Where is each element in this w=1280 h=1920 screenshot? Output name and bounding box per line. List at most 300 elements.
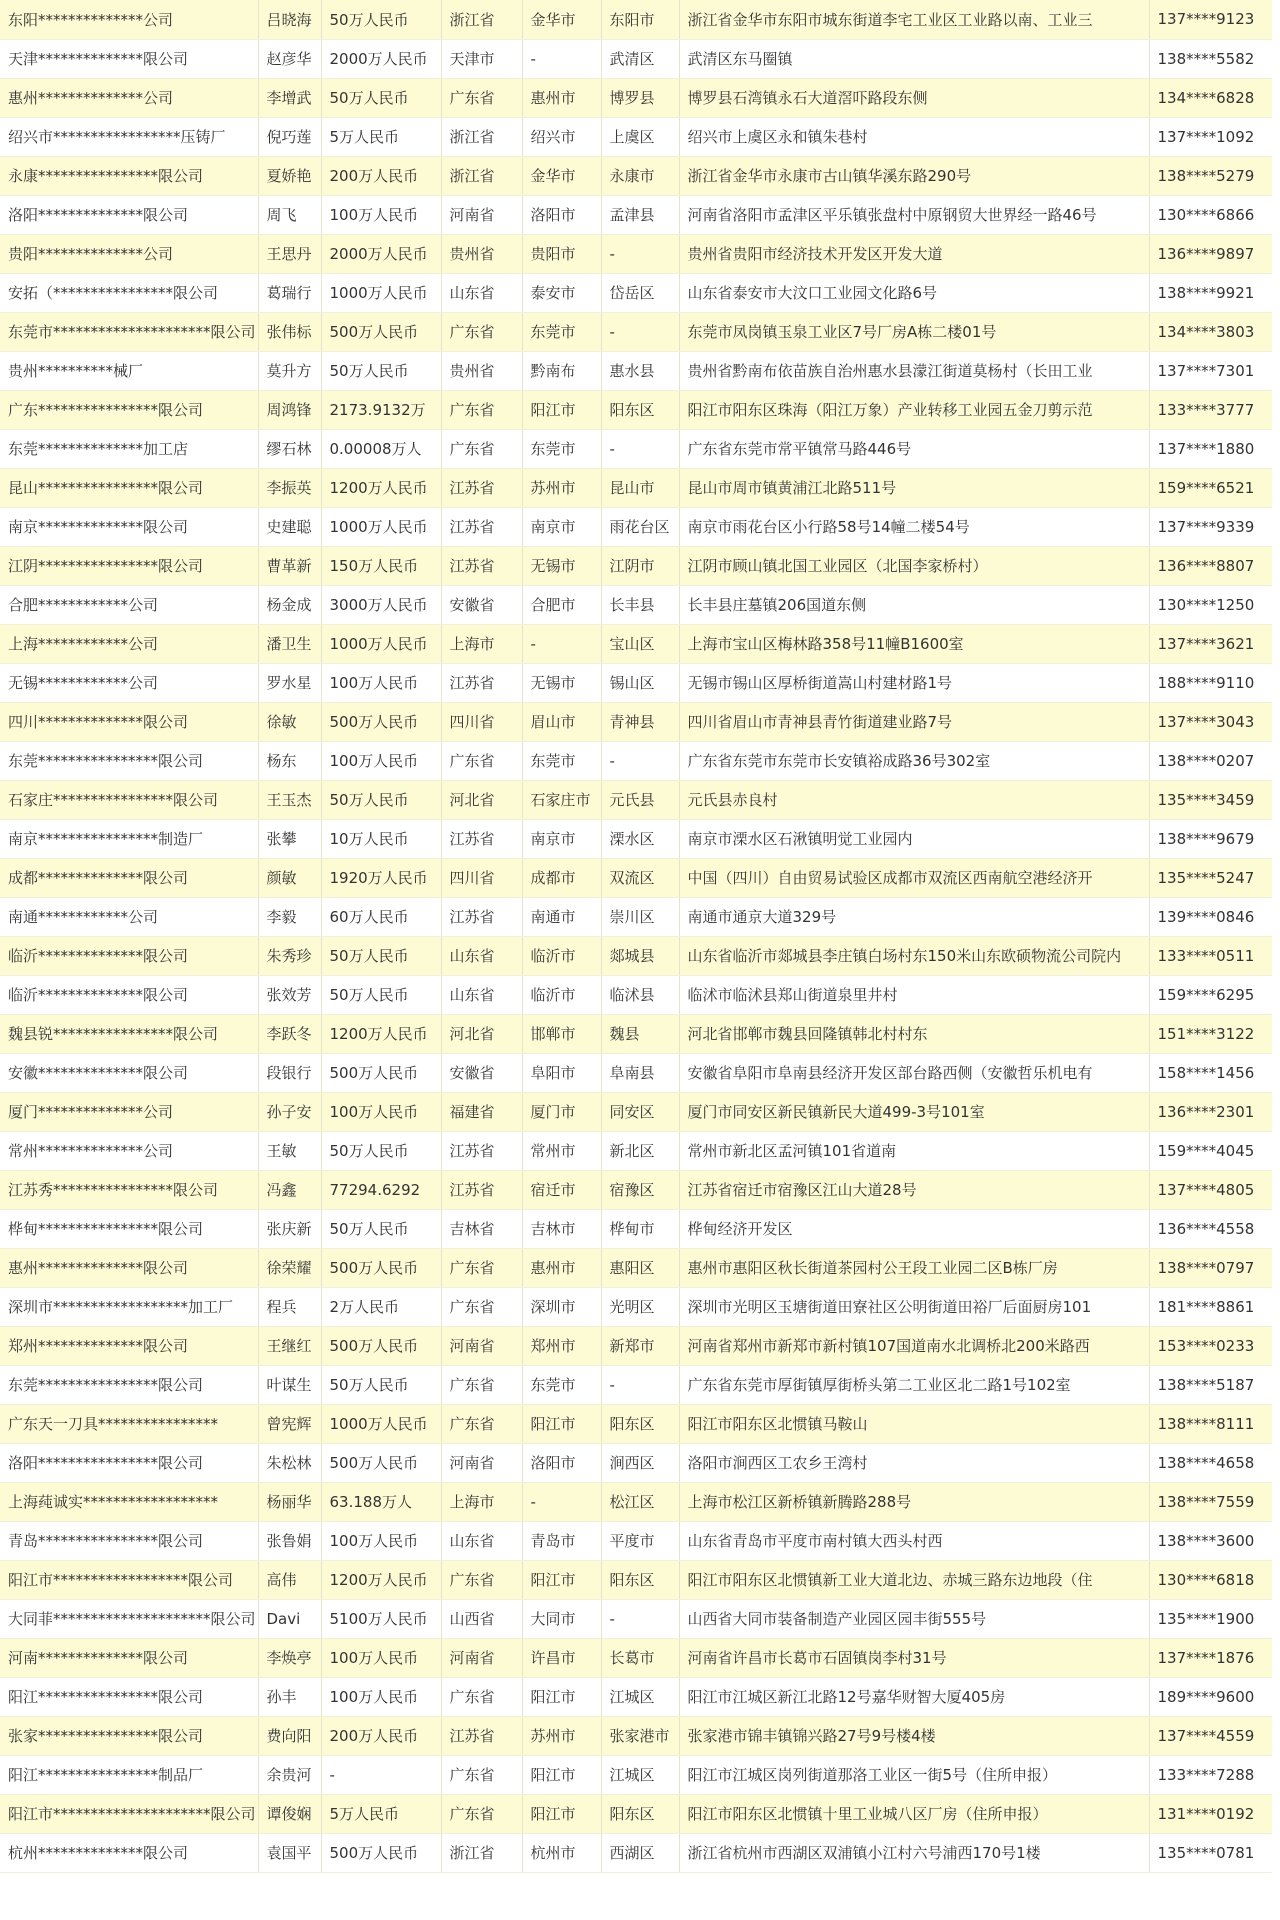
table-row: [0, 312, 1272, 351]
cell-address: 河南省许昌市长葛市石固镇岗李村31号: [679, 1638, 1149, 1677]
table-row: [0, 1326, 1272, 1365]
table-row: [0, 39, 1272, 78]
cell-company: 东阳**************公司: [0, 0, 258, 39]
cell-capital: 50万人民币: [321, 351, 441, 390]
cell-company: 江阴****************限公司: [0, 546, 258, 585]
cell-company: 成都**************限公司: [0, 858, 258, 897]
cell-legal-rep: 冯鑫: [258, 1170, 321, 1209]
cell-company: 东莞市*********************限公司: [0, 312, 258, 351]
cell-district: 青神县: [601, 702, 679, 741]
cell-province: 福建省: [441, 1092, 522, 1131]
cell-district: 阳东区: [601, 390, 679, 429]
cell-capital: 500万人民币: [321, 312, 441, 351]
table-row: [0, 702, 1272, 741]
cell-phone: 159****6521: [1149, 468, 1272, 507]
cell-district: 锡山区: [601, 663, 679, 702]
table-row: [0, 390, 1272, 429]
cell-province: 浙江省: [441, 117, 522, 156]
cell-legal-rep: 吕晓海: [258, 0, 321, 39]
cell-capital: 5万人民币: [321, 117, 441, 156]
cell-capital: 100万人民币: [321, 1521, 441, 1560]
cell-address: 深圳市光明区玉塘街道田寮社区公明街道田裕厂后面厨房101: [679, 1287, 1149, 1326]
cell-province: 江苏省: [441, 546, 522, 585]
cell-phone: 138****8111: [1149, 1404, 1272, 1443]
cell-capital: 1000万人民币: [321, 1404, 441, 1443]
cell-legal-rep: 颜敏: [258, 858, 321, 897]
cell-company: 南通************公司: [0, 897, 258, 936]
cell-province: 江苏省: [441, 507, 522, 546]
cell-address: 厦门市同安区新民镇新民大道499-3号101室: [679, 1092, 1149, 1131]
cell-legal-rep: 余贵河: [258, 1755, 321, 1794]
cell-district: 江城区: [601, 1755, 679, 1794]
table-row: [0, 1794, 1272, 1833]
cell-capital: -: [321, 1755, 441, 1794]
cell-capital: 500万人民币: [321, 1833, 441, 1872]
cell-legal-rep: 袁国平: [258, 1833, 321, 1872]
cell-province: 江苏省: [441, 663, 522, 702]
cell-phone: 133****7288: [1149, 1755, 1272, 1794]
cell-legal-rep: 王敏: [258, 1131, 321, 1170]
cell-legal-rep: 倪巧莲: [258, 117, 321, 156]
table-row: [0, 1248, 1272, 1287]
cell-legal-rep: 张伟标: [258, 312, 321, 351]
cell-company: 绍兴市*****************压铸厂: [0, 117, 258, 156]
cell-district: 长葛市: [601, 1638, 679, 1677]
cell-company: 惠州**************限公司: [0, 1248, 258, 1287]
cell-province: 广东省: [441, 312, 522, 351]
cell-company: 常州**************公司: [0, 1131, 258, 1170]
cell-address: 长丰县庄墓镇206国道东侧: [679, 585, 1149, 624]
cell-city: 东莞市: [522, 429, 601, 468]
cell-district: 双流区: [601, 858, 679, 897]
cell-legal-rep: 杨金成: [258, 585, 321, 624]
cell-city: 绍兴市: [522, 117, 601, 156]
cell-company: 广东天一刀具****************: [0, 1404, 258, 1443]
cell-city: 南京市: [522, 819, 601, 858]
cell-address: 阳江市阳东区珠海（阳江万象）产业转移工业园五金刀剪示范: [679, 390, 1149, 429]
cell-district: -: [601, 1599, 679, 1638]
cell-province: 广东省: [441, 390, 522, 429]
cell-district: 武清区: [601, 39, 679, 78]
cell-city: 合肥市: [522, 585, 601, 624]
table-row: [0, 858, 1272, 897]
cell-capital: 63.188万人: [321, 1482, 441, 1521]
table-row: [0, 1755, 1272, 1794]
cell-capital: 50万人民币: [321, 1131, 441, 1170]
cell-province: 贵州省: [441, 351, 522, 390]
cell-legal-rep: 王玉杰: [258, 780, 321, 819]
cell-province: 上海市: [441, 624, 522, 663]
cell-company: 厦门**************公司: [0, 1092, 258, 1131]
cell-company: 合肥************公司: [0, 585, 258, 624]
cell-province: 浙江省: [441, 1833, 522, 1872]
cell-legal-rep: 徐荣耀: [258, 1248, 321, 1287]
cell-address: 南京市雨花台区小行路58号14幢二楼54号: [679, 507, 1149, 546]
cell-legal-rep: 谭俊娴: [258, 1794, 321, 1833]
table-row: [0, 1677, 1272, 1716]
cell-capital: 1200万人民币: [321, 468, 441, 507]
cell-district: 阜南县: [601, 1053, 679, 1092]
cell-phone: 181****8861: [1149, 1287, 1272, 1326]
cell-district: 平度市: [601, 1521, 679, 1560]
cell-city: 临沂市: [522, 936, 601, 975]
cell-city: 惠州市: [522, 78, 601, 117]
cell-company: 石家庄****************限公司: [0, 780, 258, 819]
cell-city: 金华市: [522, 0, 601, 39]
cell-capital: 1200万人民币: [321, 1014, 441, 1053]
cell-province: 广东省: [441, 1794, 522, 1833]
cell-legal-rep: 杨丽华: [258, 1482, 321, 1521]
cell-company: 临沂**************限公司: [0, 936, 258, 975]
cell-legal-rep: 孙子安: [258, 1092, 321, 1131]
cell-legal-rep: 莫升方: [258, 351, 321, 390]
cell-district: 长丰县: [601, 585, 679, 624]
cell-company: 安拓（****************限公司: [0, 273, 258, 312]
table-row: [0, 234, 1272, 273]
cell-legal-rep: 曹革新: [258, 546, 321, 585]
cell-phone: 135****0781: [1149, 1833, 1272, 1872]
cell-city: 东莞市: [522, 741, 601, 780]
cell-address: 河南省郑州市新郑市新村镇107国道南水北调桥北200米路西: [679, 1326, 1149, 1365]
cell-province: 江苏省: [441, 897, 522, 936]
cell-province: 吉林省: [441, 1209, 522, 1248]
cell-district: 阳东区: [601, 1560, 679, 1599]
cell-phone: 135****5247: [1149, 858, 1272, 897]
cell-address: 武清区东马圈镇: [679, 39, 1149, 78]
cell-district: 临沭县: [601, 975, 679, 1014]
table-row: [0, 0, 1272, 39]
cell-address: 绍兴市上虞区永和镇朱巷村: [679, 117, 1149, 156]
cell-district: 新北区: [601, 1131, 679, 1170]
table-row: [0, 78, 1272, 117]
table-row: [0, 624, 1272, 663]
cell-phone: 137****1880: [1149, 429, 1272, 468]
cell-city: 常州市: [522, 1131, 601, 1170]
cell-province: 四川省: [441, 858, 522, 897]
cell-district: 阳东区: [601, 1794, 679, 1833]
cell-province: 江苏省: [441, 468, 522, 507]
cell-capital: 100万人民币: [321, 1638, 441, 1677]
table-row: [0, 1833, 1272, 1872]
cell-capital: 50万人民币: [321, 780, 441, 819]
cell-company: 天津**************限公司: [0, 39, 258, 78]
cell-city: 杭州市: [522, 1833, 601, 1872]
cell-province: 广东省: [441, 78, 522, 117]
table-row: [0, 1092, 1272, 1131]
cell-phone: 134****3803: [1149, 312, 1272, 351]
cell-phone: 137****9123: [1149, 0, 1272, 39]
cell-district: 江阴市: [601, 546, 679, 585]
cell-district: -: [601, 429, 679, 468]
cell-legal-rep: 葛瑞行: [258, 273, 321, 312]
cell-company: 阳江****************制品厂: [0, 1755, 258, 1794]
cell-capital: 100万人民币: [321, 195, 441, 234]
cell-legal-rep: 潘卫生: [258, 624, 321, 663]
cell-city: 南通市: [522, 897, 601, 936]
cell-city: 惠州市: [522, 1248, 601, 1287]
cell-phone: 137****1876: [1149, 1638, 1272, 1677]
cell-address: 贵州省贵阳市经济技术开发区开发大道: [679, 234, 1149, 273]
cell-company: 郑州**************限公司: [0, 1326, 258, 1365]
cell-address: 广东省东莞市厚街镇厚街桥头第二工业区北二路1号102室: [679, 1365, 1149, 1404]
cell-address: 东莞市凤岗镇玉泉工业区7号厂房A栋二楼01号: [679, 312, 1149, 351]
cell-address: 浙江省金华市永康市古山镇华溪东路290号: [679, 156, 1149, 195]
cell-province: 江苏省: [441, 1716, 522, 1755]
cell-city: 吉林市: [522, 1209, 601, 1248]
cell-address: 南通市通京大道329号: [679, 897, 1149, 936]
cell-capital: 3000万人民币: [321, 585, 441, 624]
cell-city: 深圳市: [522, 1287, 601, 1326]
cell-city: -: [522, 39, 601, 78]
cell-phone: 133****0511: [1149, 936, 1272, 975]
cell-address: 常州市新北区孟河镇101省道南: [679, 1131, 1149, 1170]
cell-company: 南京**************限公司: [0, 507, 258, 546]
cell-phone: 135****1900: [1149, 1599, 1272, 1638]
cell-capital: 10万人民币: [321, 819, 441, 858]
cell-district: -: [601, 1365, 679, 1404]
cell-address: 山东省泰安市大汶口工业园文化路6号: [679, 273, 1149, 312]
cell-province: 广东省: [441, 429, 522, 468]
cell-address: 阳江市阳东区北惯镇马鞍山: [679, 1404, 1149, 1443]
table-row: [0, 741, 1272, 780]
cell-city: 贵阳市: [522, 234, 601, 273]
cell-address: 阳江市阳东区北惯镇新工业大道北边、赤城三路东边地段（住: [679, 1560, 1149, 1599]
cell-district: 郯城县: [601, 936, 679, 975]
cell-district: 崇川区: [601, 897, 679, 936]
table-row: [0, 1482, 1272, 1521]
table-row: [0, 429, 1272, 468]
cell-district: 宿豫区: [601, 1170, 679, 1209]
cell-phone: 138****7559: [1149, 1482, 1272, 1521]
cell-province: 山西省: [441, 1599, 522, 1638]
cell-district: 桦甸市: [601, 1209, 679, 1248]
cell-district: 孟津县: [601, 195, 679, 234]
cell-address: 南京市溧水区石湫镇明觉工业园内: [679, 819, 1149, 858]
cell-district: 博罗县: [601, 78, 679, 117]
cell-company: 惠州**************公司: [0, 78, 258, 117]
cell-city: 阜阳市: [522, 1053, 601, 1092]
cell-legal-rep: 史建聪: [258, 507, 321, 546]
cell-legal-rep: 李毅: [258, 897, 321, 936]
cell-city: 东莞市: [522, 312, 601, 351]
cell-province: 天津市: [441, 39, 522, 78]
cell-city: 洛阳市: [522, 1443, 601, 1482]
cell-capital: 150万人民币: [321, 546, 441, 585]
cell-capital: 100万人民币: [321, 741, 441, 780]
cell-province: 广东省: [441, 1677, 522, 1716]
cell-phone: 135****3459: [1149, 780, 1272, 819]
cell-district: -: [601, 234, 679, 273]
cell-capital: 1000万人民币: [321, 507, 441, 546]
cell-phone: 137****1092: [1149, 117, 1272, 156]
cell-legal-rep: 程兵: [258, 1287, 321, 1326]
cell-company: 上海************公司: [0, 624, 258, 663]
cell-phone: 159****6295: [1149, 975, 1272, 1014]
cell-province: 安徽省: [441, 585, 522, 624]
cell-city: 洛阳市: [522, 195, 601, 234]
table-row: [0, 1521, 1272, 1560]
cell-capital: 60万人民币: [321, 897, 441, 936]
table-row: [0, 507, 1272, 546]
cell-district: 东阳市: [601, 0, 679, 39]
cell-city: 成都市: [522, 858, 601, 897]
table-row: [0, 351, 1272, 390]
cell-phone: 136****8807: [1149, 546, 1272, 585]
cell-address: 四川省眉山市青神县青竹街道建业路7号: [679, 702, 1149, 741]
table-row: [0, 1209, 1272, 1248]
cell-district: 雨花台区: [601, 507, 679, 546]
cell-capital: 2000万人民币: [321, 234, 441, 273]
cell-capital: 50万人民币: [321, 1209, 441, 1248]
cell-address: 无锡市锡山区厚桥街道嵩山村建材路1号: [679, 663, 1149, 702]
cell-district: 松江区: [601, 1482, 679, 1521]
cell-province: 四川省: [441, 702, 522, 741]
cell-company: 深圳市******************加工厂: [0, 1287, 258, 1326]
cell-legal-rep: 李焕亭: [258, 1638, 321, 1677]
cell-capital: 50万人民币: [321, 936, 441, 975]
cell-phone: 138****0207: [1149, 741, 1272, 780]
table-row: [0, 1287, 1272, 1326]
cell-district: 岱岳区: [601, 273, 679, 312]
cell-city: 许昌市: [522, 1638, 601, 1677]
cell-phone: 188****9110: [1149, 663, 1272, 702]
cell-legal-rep: 费向阳: [258, 1716, 321, 1755]
cell-capital: 200万人民币: [321, 156, 441, 195]
table-row: [0, 1053, 1272, 1092]
cell-district: 魏县: [601, 1014, 679, 1053]
cell-city: 大同市: [522, 1599, 601, 1638]
cell-phone: 137****4805: [1149, 1170, 1272, 1209]
cell-phone: 136****2301: [1149, 1092, 1272, 1131]
cell-legal-rep: 叶谋生: [258, 1365, 321, 1404]
cell-province: 河北省: [441, 780, 522, 819]
cell-city: 阳江市: [522, 390, 601, 429]
cell-company: 东莞****************限公司: [0, 741, 258, 780]
cell-district: 宝山区: [601, 624, 679, 663]
cell-capital: 100万人民币: [321, 1092, 441, 1131]
cell-capital: 2000万人民币: [321, 39, 441, 78]
cell-capital: 5100万人民币: [321, 1599, 441, 1638]
cell-capital: 500万人民币: [321, 1443, 441, 1482]
cell-province: 山东省: [441, 975, 522, 1014]
cell-city: 宿迁市: [522, 1170, 601, 1209]
cell-address: 安徽省阜阳市阜南县经济开发区部台路西侧（安徽哲乐机电有: [679, 1053, 1149, 1092]
cell-address: 广东省东莞市常平镇常马路446号: [679, 429, 1149, 468]
cell-province: 江苏省: [441, 1170, 522, 1209]
cell-legal-rep: 夏娇艳: [258, 156, 321, 195]
cell-phone: 134****6828: [1149, 78, 1272, 117]
cell-phone: 138****4658: [1149, 1443, 1272, 1482]
cell-address: 河南省洛阳市孟津区平乐镇张盘村中原钢贸大世界经一路46号: [679, 195, 1149, 234]
table-row: [0, 546, 1272, 585]
cell-phone: 138****9921: [1149, 273, 1272, 312]
cell-phone: 158****1456: [1149, 1053, 1272, 1092]
cell-province: 广东省: [441, 1248, 522, 1287]
cell-company: 洛阳**************限公司: [0, 195, 258, 234]
cell-address: 阳江市江城区新江北路12号嘉华财智大厦405房: [679, 1677, 1149, 1716]
cell-address: 阳江市阳东区北惯镇十里工业城八区厂房（住所申报）: [679, 1794, 1149, 1833]
cell-address: 浙江省金华市东阳市城东街道李宅工业区工业路以南、工业三: [679, 0, 1149, 39]
cell-company: 张家****************限公司: [0, 1716, 258, 1755]
cell-phone: 137****4559: [1149, 1716, 1272, 1755]
cell-phone: 130****1250: [1149, 585, 1272, 624]
cell-province: 上海市: [441, 1482, 522, 1521]
cell-capital: 2173.9132万: [321, 390, 441, 429]
table-row: [0, 273, 1272, 312]
cell-legal-rep: 杨东: [258, 741, 321, 780]
cell-city: 阳江市: [522, 1755, 601, 1794]
cell-address: 惠州市惠阳区秋长街道茶园村公王段工业园二区B栋厂房: [679, 1248, 1149, 1287]
table-row: [0, 975, 1272, 1014]
cell-address: 浙江省杭州市西湖区双浦镇小江村六号浦西170号1楼: [679, 1833, 1149, 1872]
cell-company: 贵阳**************公司: [0, 234, 258, 273]
cell-legal-rep: 张庆新: [258, 1209, 321, 1248]
cell-legal-rep: 李跃冬: [258, 1014, 321, 1053]
cell-capital: 77294.6292: [321, 1170, 441, 1209]
cell-legal-rep: 周鸿锋: [258, 390, 321, 429]
cell-district: 元氏县: [601, 780, 679, 819]
cell-phone: 153****0233: [1149, 1326, 1272, 1365]
cell-phone: 137****7301: [1149, 351, 1272, 390]
cell-province: 山东省: [441, 1521, 522, 1560]
cell-capital: 1920万人民币: [321, 858, 441, 897]
cell-legal-rep: 曾宪辉: [258, 1404, 321, 1443]
cell-city: 郑州市: [522, 1326, 601, 1365]
cell-city: 苏州市: [522, 468, 601, 507]
table-row: [0, 1599, 1272, 1638]
cell-legal-rep: 朱松林: [258, 1443, 321, 1482]
cell-company: 东莞****************限公司: [0, 1365, 258, 1404]
cell-company: 永康****************限公司: [0, 156, 258, 195]
cell-company: 江苏秀****************限公司: [0, 1170, 258, 1209]
cell-capital: 500万人民币: [321, 1248, 441, 1287]
cell-address: 上海市松江区新桥镇新腾路288号: [679, 1482, 1149, 1521]
cell-address: 贵州省黔南布依苗族自治州惠水县濛江街道莫杨村（长田工业: [679, 351, 1149, 390]
cell-phone: 136****4558: [1149, 1209, 1272, 1248]
cell-legal-rep: 王继红: [258, 1326, 321, 1365]
cell-district: 新郑市: [601, 1326, 679, 1365]
cell-phone: 139****0846: [1149, 897, 1272, 936]
cell-district: 光明区: [601, 1287, 679, 1326]
table-row: [0, 195, 1272, 234]
cell-capital: 500万人民币: [321, 1053, 441, 1092]
cell-capital: 50万人民币: [321, 1365, 441, 1404]
cell-district: 昆山市: [601, 468, 679, 507]
cell-address: 昆山市周市镇黄浦江北路511号: [679, 468, 1149, 507]
cell-district: -: [601, 312, 679, 351]
cell-city: 泰安市: [522, 273, 601, 312]
table-row: [0, 585, 1272, 624]
cell-company: 大同菲*********************限公司: [0, 1599, 258, 1638]
cell-capital: 1000万人民币: [321, 273, 441, 312]
cell-company: 南京****************制造厂: [0, 819, 258, 858]
cell-district: 涧西区: [601, 1443, 679, 1482]
cell-legal-rep: 赵彦华: [258, 39, 321, 78]
cell-phone: 130****6866: [1149, 195, 1272, 234]
cell-company: 安徽**************限公司: [0, 1053, 258, 1092]
cell-address: 博罗县石湾镇永石大道滘吓路段东侧: [679, 78, 1149, 117]
cell-city: 金华市: [522, 156, 601, 195]
table-row: [0, 936, 1272, 975]
cell-city: 东莞市: [522, 1365, 601, 1404]
cell-company: 昆山****************限公司: [0, 468, 258, 507]
cell-phone: 137****3621: [1149, 624, 1272, 663]
table-row: [0, 819, 1272, 858]
cell-company: 阳江****************限公司: [0, 1677, 258, 1716]
cell-company: 魏县锐****************限公司: [0, 1014, 258, 1053]
cell-address: 中国（四川）自由贸易试验区成都市双流区西南航空港经济开: [679, 858, 1149, 897]
cell-phone: 138****5187: [1149, 1365, 1272, 1404]
